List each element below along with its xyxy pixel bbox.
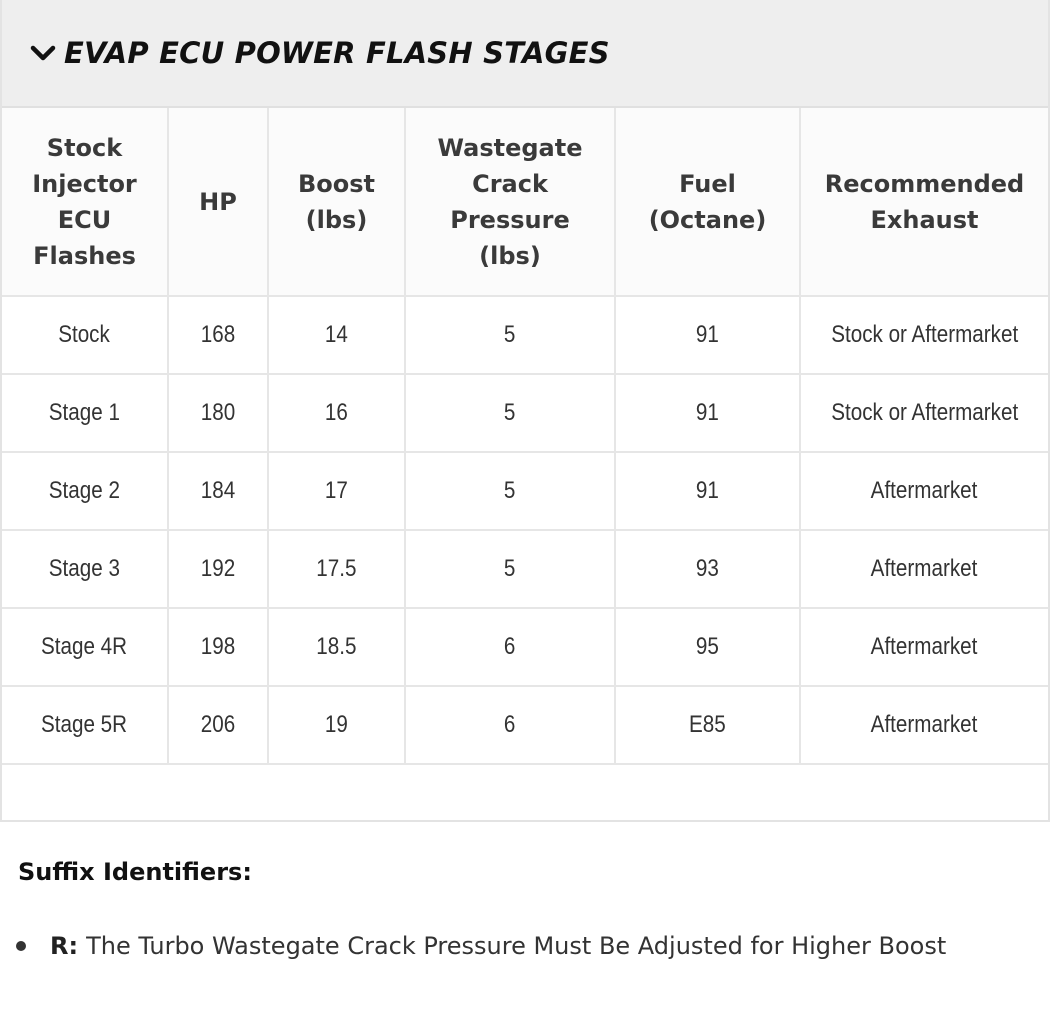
table-cell [800,452,1048,530]
column-header-line: Crack [472,169,548,198]
cell-value: 91 [696,321,719,348]
column-header-line: Pressure [450,205,570,234]
table-cell [2,296,168,374]
table-cell [268,686,405,764]
table-row [2,686,1048,764]
cell-value: 17 [325,477,348,504]
table-cell [405,686,615,764]
chevron-down-icon[interactable] [28,38,58,68]
cell-value: Stage 1 [48,399,121,426]
table-cell [168,374,268,452]
table-cell [268,530,405,608]
column-header-line: Injector [32,169,137,198]
table-row [2,452,1048,530]
table-header-row [2,108,1048,296]
suffix-list [14,932,1044,960]
table-cell [2,686,168,764]
cell-value: Aftermarket [871,633,978,660]
table-cell [2,452,168,530]
table-cell [800,296,1048,374]
cell-value: 91 [696,399,719,426]
column-header [800,108,1048,296]
cell-value: Stock or Aftermarket [831,321,1018,348]
table-cell [615,296,800,374]
table-cell [615,686,800,764]
cell-value: 198 [200,633,236,660]
table-cell [405,608,615,686]
table-body [2,296,1048,764]
accordion-header[interactable] [2,0,1048,108]
cell-value: 180 [200,399,236,426]
table-cell [800,608,1048,686]
cell-value: 18.5 [316,633,357,660]
cell-value: Stage 4R [41,633,128,660]
cell-value: 17.5 [316,555,357,582]
cell-value: E85 [689,711,726,738]
table-cell [268,608,405,686]
table-cell [615,452,800,530]
cell-value: 206 [200,711,236,738]
cell-value: 6 [504,711,516,738]
table-row [2,374,1048,452]
table-cell [615,530,800,608]
table-row [2,608,1048,686]
accordion-title: EVAP ECU POWER FLASH STAGES [64,36,610,70]
cell-value: 16 [325,399,348,426]
table-cell [800,374,1048,452]
table-cell [615,374,800,452]
cell-value: Aftermarket [871,477,978,504]
table-cell [405,452,615,530]
cell-value: Aftermarket [871,555,978,582]
table-cell [268,296,405,374]
table-cell [168,452,268,530]
cell-value: Aftermarket [871,711,978,738]
table-cell [615,608,800,686]
list-item [14,932,1044,960]
column-header [268,108,405,296]
table-cell [2,530,168,608]
cell-value: 5 [504,477,516,504]
column-header-line: Boost [297,169,376,198]
cell-value: 95 [696,633,719,660]
table-cell [405,296,615,374]
cell-value: 6 [504,633,516,660]
cell-value: 184 [200,477,236,504]
table-cell [2,374,168,452]
table-cell [168,608,268,686]
bullet-icon [16,941,26,951]
cell-value: 5 [504,555,516,582]
cell-value: Stock or Aftermarket [831,399,1018,426]
table-row [2,530,1048,608]
cell-value: 91 [696,477,719,504]
column-header-line: Fuel [679,169,736,198]
cell-value: 14 [325,321,348,348]
cell-value: Stage 3 [48,555,121,582]
table-cell [168,296,268,374]
suffix-text: The Turbo Wastegate Crack Pressure Must Be Adjusted for Higher Boost [86,932,947,960]
cell-value: Stage 2 [48,477,121,504]
table-cell [405,530,615,608]
table-row [2,296,1048,374]
cell-value: 5 [504,321,516,348]
suffix-heading: Suffix Identifiers: [18,858,252,886]
table-cell [405,374,615,452]
table-cell [268,374,405,452]
stages-table [2,108,1048,765]
column-header-line: (Octane) [648,205,767,234]
cell-value: 5 [504,399,516,426]
column-header-line: Wastegate [437,133,583,162]
column-header [405,108,615,296]
column-header-line: Exhaust [870,205,979,234]
column-header-line: ECU [57,205,112,234]
cell-value: 192 [200,555,236,582]
cell-value: 19 [325,711,348,738]
column-header [2,108,168,296]
column-header-line: HP [199,187,237,216]
column-header-line: (lbs) [305,205,368,234]
table-cell [800,686,1048,764]
table-cell [268,452,405,530]
cell-value: Stage 5R [41,711,128,738]
cell-value: Stock [58,321,111,348]
column-header-line: (lbs) [479,241,541,270]
suffix-key: R: [50,932,79,960]
column-header-line: Stock [46,133,123,162]
table-cell [800,530,1048,608]
table-cell [168,686,268,764]
table-cell [2,608,168,686]
cell-value: 168 [200,321,236,348]
column-header-line: Recommended [824,169,1025,198]
column-header [615,108,800,296]
table-cell [168,530,268,608]
column-header [168,108,268,296]
cell-value: 93 [696,555,719,582]
column-header-line: Flashes [33,241,136,270]
